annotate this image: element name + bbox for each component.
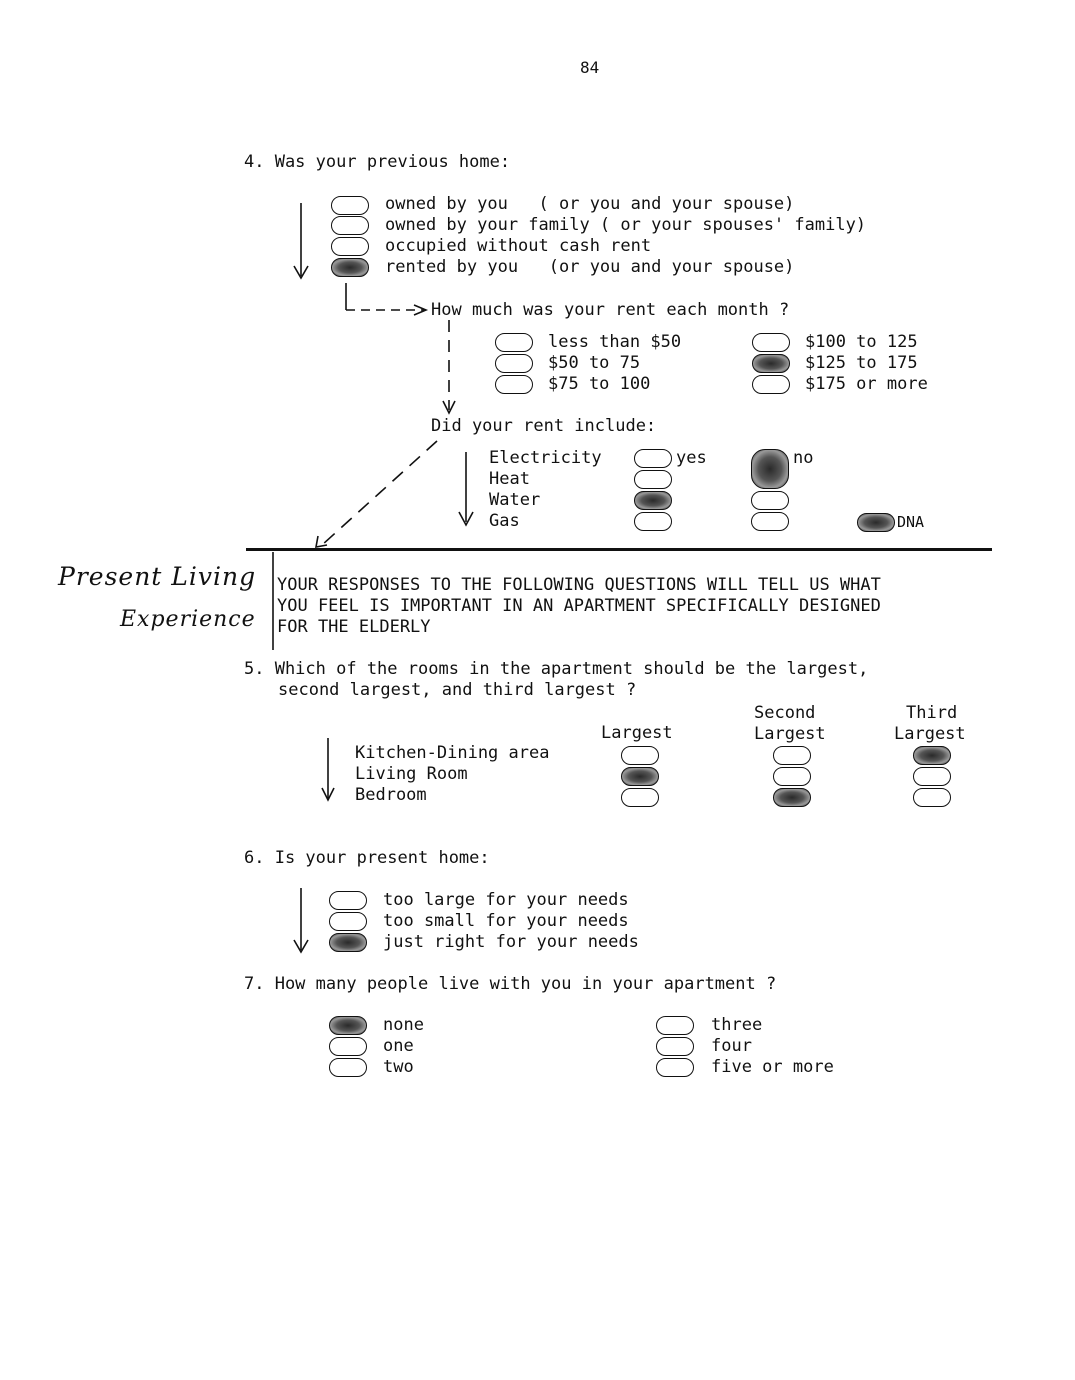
second-checkbox-bedroom-selected[interactable]: [773, 788, 811, 807]
q4-option-label: occupied without cash rent: [385, 236, 652, 256]
q5-prompt: 5. Which of the rooms in the apartment should be the largest,: [244, 659, 869, 679]
rent-option-label: $100 to 125: [805, 332, 918, 352]
rent-option-label: $175 or more: [805, 374, 928, 394]
q6-option-checkbox-3-selected[interactable]: [329, 933, 367, 952]
q7-prompt: 7. How many people live with you in your apartment ?: [244, 974, 777, 994]
rent-checkbox-125-175-selected[interactable]: [752, 354, 790, 373]
margin-note-line1: Present Living: [58, 562, 257, 591]
margin-note-line2: Experience: [120, 607, 256, 632]
q4-option-label: owned by you ( or you and your spouse): [385, 194, 795, 214]
q6-option-label: just right for your needs: [383, 932, 639, 952]
yes-label: yes: [676, 448, 707, 468]
q7-option-label: none: [383, 1015, 424, 1035]
utility-label: Gas: [489, 511, 520, 531]
q7-checkbox-five-or-more[interactable]: [656, 1058, 694, 1077]
largest-checkbox-bedroom[interactable]: [621, 788, 659, 807]
section-intro-line: FOR THE ELDERLY: [277, 617, 431, 637]
utility-no-checkbox-water[interactable]: [751, 491, 789, 510]
section-divider: [246, 548, 992, 551]
q5-col-second: Largest: [754, 724, 826, 744]
q4-option-checkbox-1[interactable]: [331, 196, 369, 215]
q4-prompt: 4. Was your previous home:: [244, 152, 511, 172]
q6-option-label: too large for your needs: [383, 890, 629, 910]
rent-checkbox-175-more[interactable]: [752, 375, 790, 394]
q5-col-third: Largest: [894, 724, 966, 744]
q5-room-label: Living Room: [355, 764, 468, 784]
utility-no-checkbox-electricity-heat-selected[interactable]: [751, 449, 789, 489]
dna-label: DNA: [897, 513, 925, 531]
q6-option-checkbox-2[interactable]: [329, 912, 367, 931]
q7-option-label: four: [711, 1036, 752, 1056]
utility-yes-checkbox-gas[interactable]: [634, 512, 672, 531]
q7-option-label: three: [711, 1015, 763, 1035]
q5-col-second: Second: [754, 703, 816, 723]
utility-yes-checkbox-heat[interactable]: [634, 470, 672, 489]
q4-option-checkbox-3[interactable]: [331, 237, 369, 256]
q5-prompt: second largest, and third largest ?: [278, 680, 637, 700]
q5-room-label: Kitchen-Dining area: [355, 743, 550, 763]
q7-option-label: one: [383, 1036, 414, 1056]
largest-checkbox-kitchen[interactable]: [621, 746, 659, 765]
q7-option-label: five or more: [711, 1057, 834, 1077]
q5-col-third: Third: [906, 703, 958, 723]
q7-checkbox-four[interactable]: [656, 1037, 694, 1056]
rent-option-label: $75 to 100: [548, 374, 651, 394]
rent-checkbox-100-125[interactable]: [752, 333, 790, 352]
utility-no-checkbox-gas[interactable]: [751, 512, 789, 531]
q7-checkbox-none-selected[interactable]: [329, 1016, 367, 1035]
rent-checkbox-50-75[interactable]: [495, 354, 533, 373]
utility-label: Electricity: [489, 448, 602, 468]
second-checkbox-living[interactable]: [773, 767, 811, 786]
rent-option-label: $125 to 175: [805, 353, 918, 373]
no-label: no: [793, 448, 814, 468]
q7-checkbox-one[interactable]: [329, 1037, 367, 1056]
q4-option-label: owned by your family ( or your spouses' family): [385, 215, 867, 235]
utility-label: Heat: [489, 469, 530, 489]
section-intro-line: YOUR RESPONSES TO THE FOLLOWING QUESTIONS WILL TELL US WHAT: [277, 575, 881, 595]
second-checkbox-kitchen[interactable]: [773, 746, 811, 765]
q4-include-prompt: Did your rent include:: [431, 416, 657, 436]
q7-option-label: two: [383, 1057, 414, 1077]
third-checkbox-living[interactable]: [913, 767, 951, 786]
q4-rent-prompt: How much was your rent each month ?: [431, 300, 790, 320]
section-intro-line: YOU FEEL IS IMPORTANT IN AN APARTMENT SPECIFICALLY DESIGNED: [277, 596, 881, 616]
utility-label: Water: [489, 490, 541, 510]
q6-option-label: too small for your needs: [383, 911, 629, 931]
q7-checkbox-two[interactable]: [329, 1058, 367, 1077]
largest-checkbox-living-selected[interactable]: [621, 767, 659, 786]
q5-room-label: Bedroom: [355, 785, 427, 805]
q4-option-checkbox-4-selected[interactable]: [331, 258, 369, 277]
q4-option-label: rented by you (or you and your spouse): [385, 257, 795, 277]
third-checkbox-kitchen-selected[interactable]: [913, 746, 951, 765]
q4-option-checkbox-2[interactable]: [331, 216, 369, 235]
q6-prompt: 6. Is your present home:: [244, 848, 490, 868]
rent-option-label: less than $50: [548, 332, 682, 352]
rent-checkbox-75-100[interactable]: [495, 375, 533, 394]
utility-yes-checkbox-water-selected[interactable]: [634, 491, 672, 510]
q6-option-checkbox-1[interactable]: [329, 891, 367, 910]
q5-col-largest: Largest: [601, 723, 673, 743]
third-checkbox-bedroom[interactable]: [913, 788, 951, 807]
q7-checkbox-three[interactable]: [656, 1016, 694, 1035]
page-number: 84: [580, 58, 600, 77]
utility-yes-checkbox-electricity[interactable]: [634, 449, 672, 468]
rent-option-label: $50 to 75: [548, 353, 641, 373]
utility-dna-checkbox-selected[interactable]: [857, 513, 895, 532]
rent-checkbox-under-50[interactable]: [495, 333, 533, 352]
